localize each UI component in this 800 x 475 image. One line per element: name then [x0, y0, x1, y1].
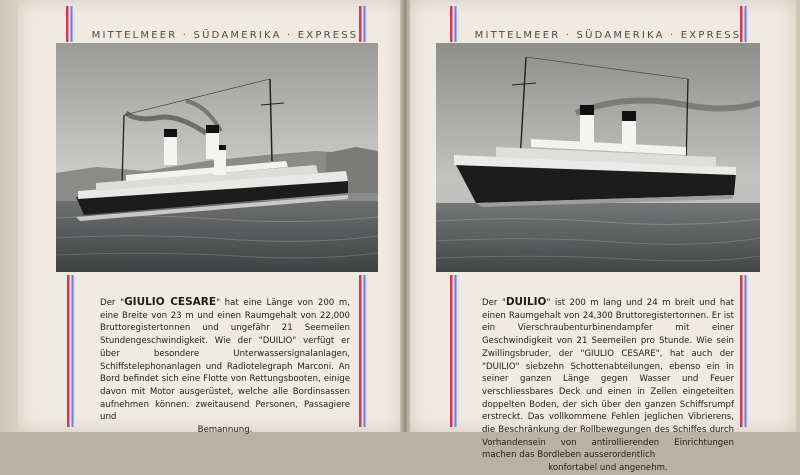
right-page-header: MITTELMEER · SÜDAMERIKA · EXPRESS [474, 30, 742, 41]
right-caption-ship-name: DUILIO [505, 296, 547, 308]
right-page-caption [482, 296, 734, 475]
left-caption-last-line: Bemannung. [197, 425, 253, 436]
ship-illustration-duilio [436, 43, 760, 272]
left-page-top-stripe-left [66, 6, 75, 42]
left-page [18, 0, 402, 436]
right-page-bottom-stripe-left [450, 275, 459, 427]
right-caption-last-line: konfortabel und angenehm. [548, 463, 668, 474]
right-caption-prefix: Der " [482, 298, 506, 308]
right-caption-body: " ist 200 m lang und 24 m breit und hat einen Raumgehalt von 24,300 Bruttoregistertonnen. Er ist ein Vierschraubenturbinendampfer mit einer Geschwindigkeit von 21 Seemeilen pro Stunde. Wie sein Zwillingsbruder, der "GIULIO CESARE", hat auch der "DUILIO" siebzehn Schottenabteilungen, ebenso ein in seiner ganzen Länge gegen Wasser und Feuer verschliessbares Deck und einen in Zellen eingeteilten doppelten Boden, der sich über den ganzen Schiffsrumpf erstreckt. Das vollkommene Fehlen jeglichen Vibrierens, die Beschränkung der Rollbewegungen des Schiffes durch Vorhandensein von antirollierenden Einrichtungen machen das Bordleben ausserordentlich [482, 298, 735, 461]
ship-photo-giulio-cesare [56, 43, 378, 272]
left-page-bottom-stripe-right [359, 275, 368, 427]
left-page-bottom-stripe-left [67, 275, 76, 427]
right-page-bottom-stripe-right [740, 275, 749, 427]
right-page [410, 0, 796, 474]
left-page-header: MITTELMEER · SÜDAMERIKA · EXPRESS [91, 30, 359, 41]
left-caption-body: " hat eine Länge von 200 m, eine Breite von 23 m und einen Raumgehalt von 22,000 Bruttoregistertonnen und ungefähr 21 Seemeilen Stundengeschwindigkeit. Wie der "DUILIO" verfügt er über besondere Unterwassersignalanlagen, Schiffstelephonanlagen und Radiotelegraph Marconi. An Bord befindet sich eine Flotte von Rettungsbooten, einige davon mit Motor ausgerüstet, welche alle Bordinsassen aufnehmen können: zweitausend Personen, Passagiere und [100, 298, 351, 423]
ship-photo-duilio [436, 43, 760, 272]
left-caption-prefix: Der " [100, 298, 125, 308]
left-caption-ship-name: GIULIO CESARE [124, 296, 217, 308]
left-page-caption [100, 296, 350, 437]
ship-illustration-giulio-cesare [56, 43, 378, 272]
